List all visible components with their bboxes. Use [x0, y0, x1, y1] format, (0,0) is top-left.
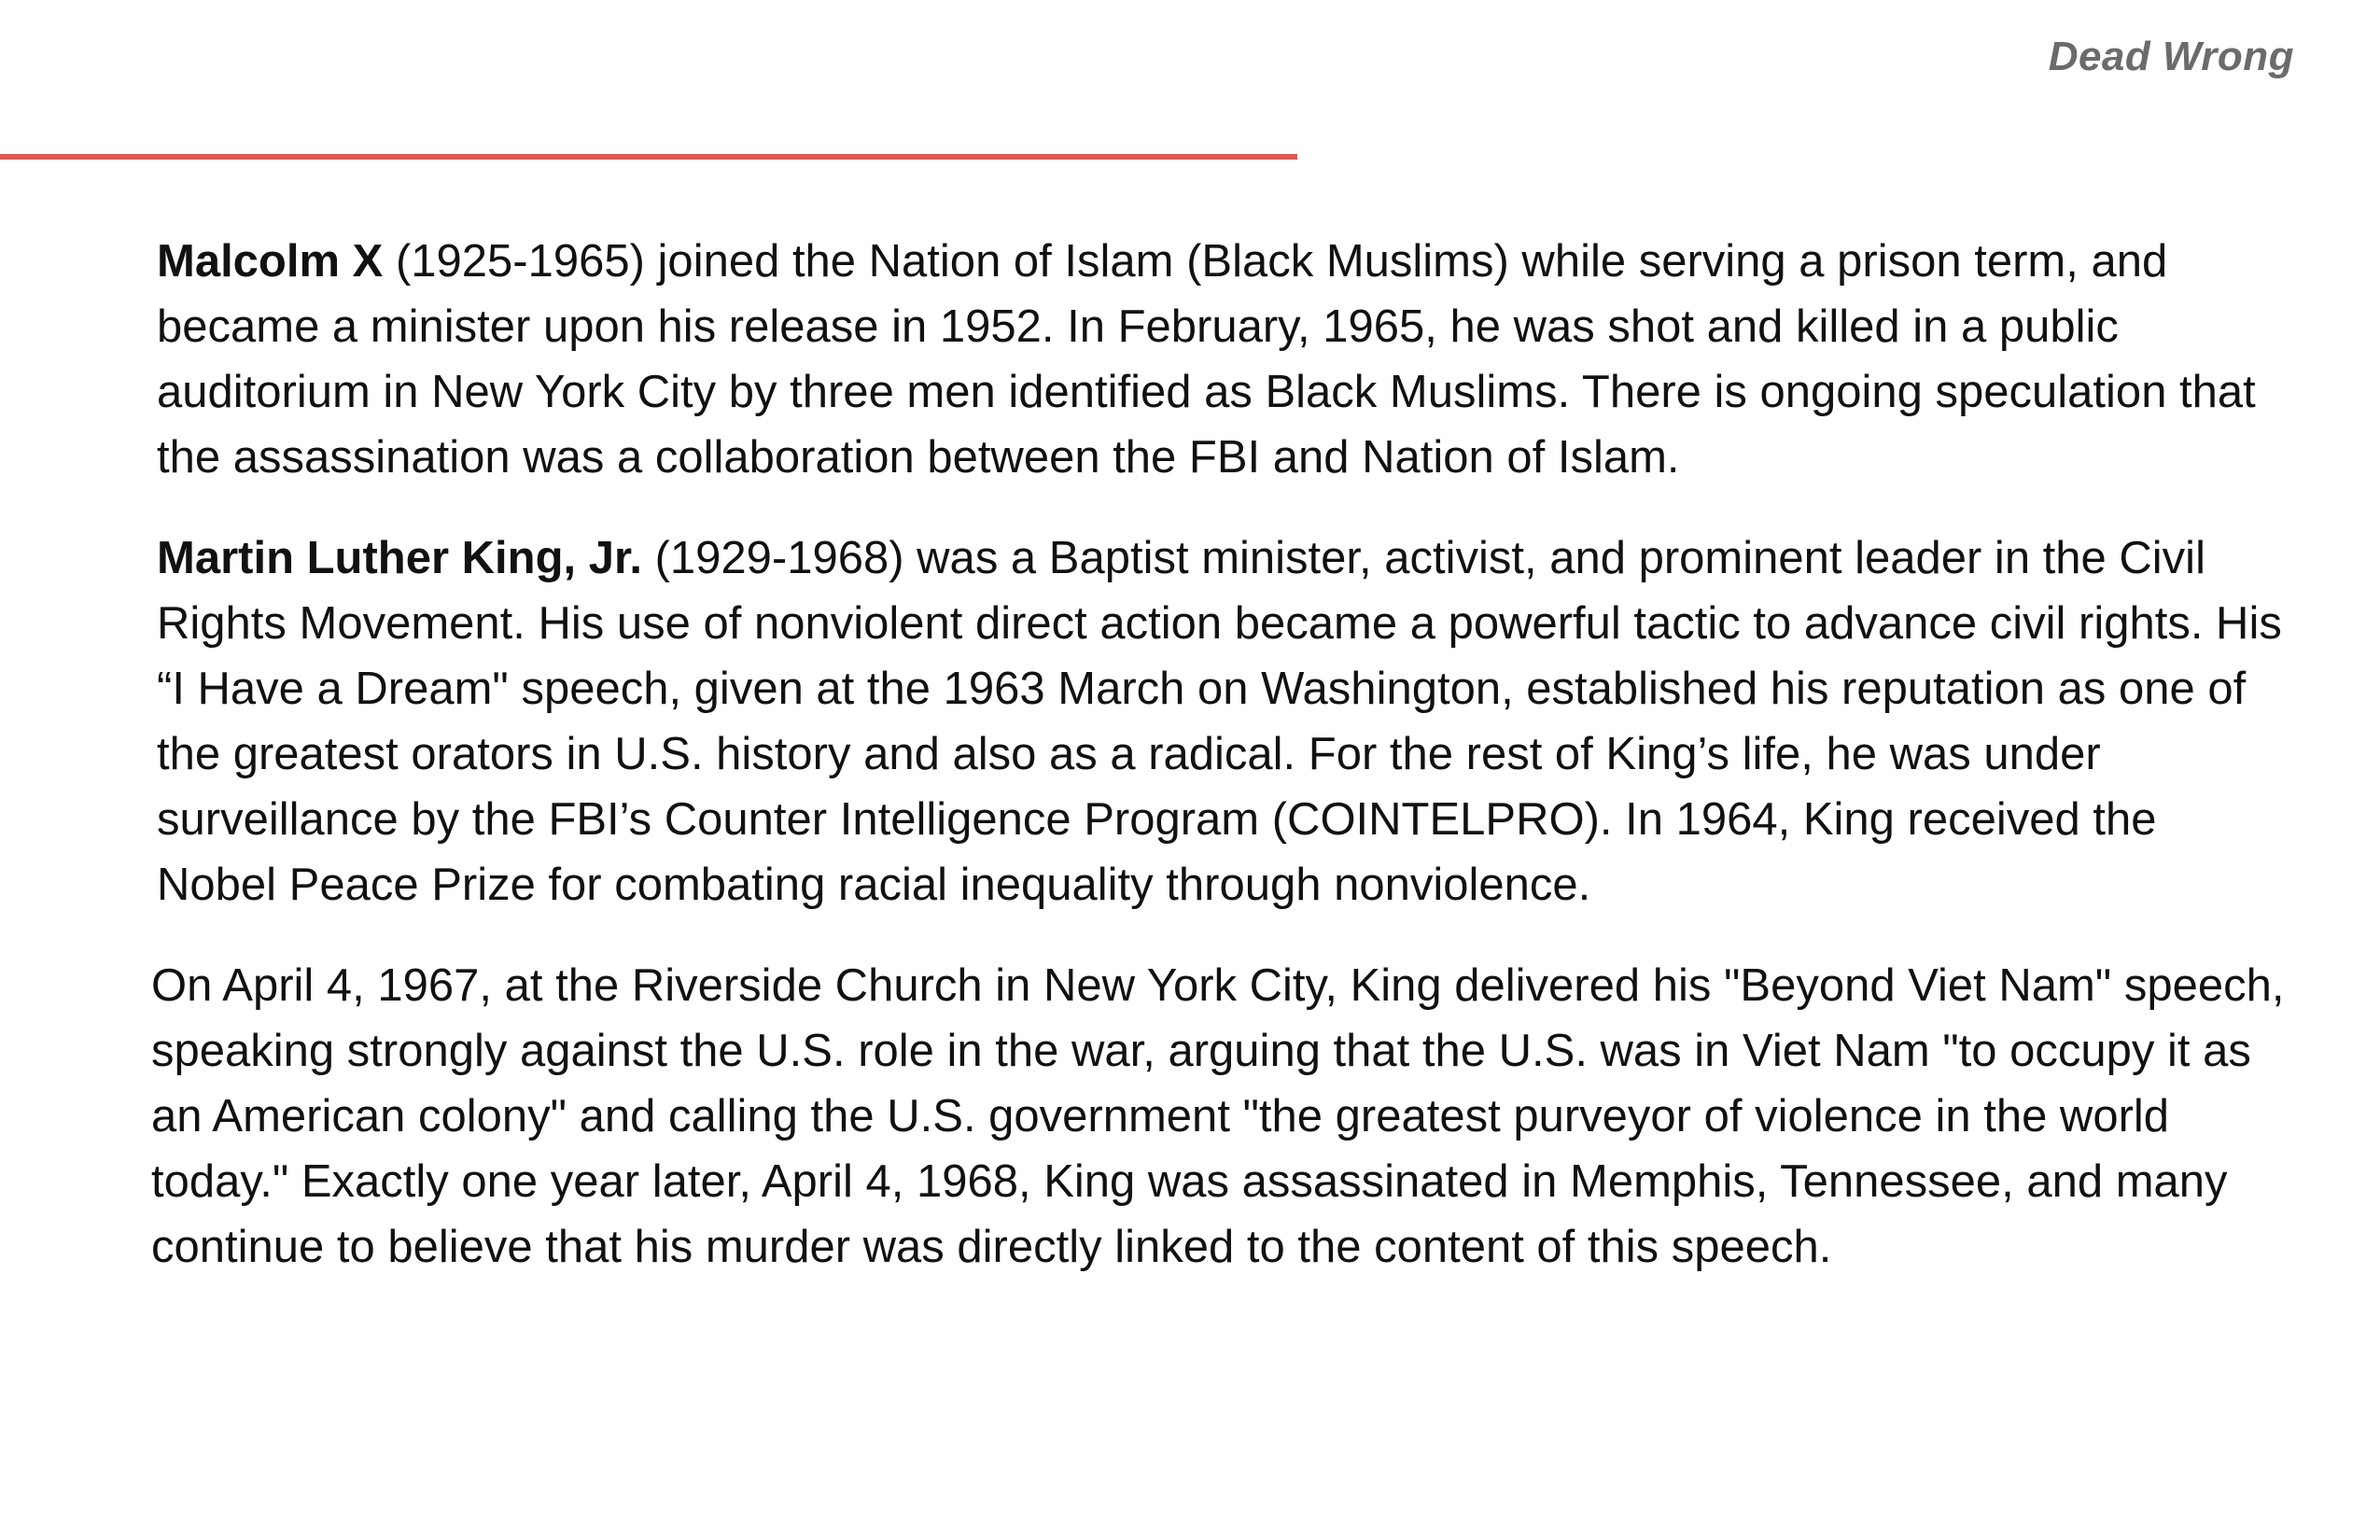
paragraph-malcolm-x [157, 229, 2285, 490]
paragraph-beyond-viet-nam [151, 953, 2285, 1280]
document-header-title: Dead Wrong [2048, 34, 2294, 79]
paragraph-mlk [157, 525, 2285, 917]
paragraph-text: On April 4, 1967, at the Riverside Church in New York City, King delivered his "Beyond Viet Nam" speech, speaking strongly against the U.S. role in the war, arguing that the U.S. was in Viet Nam "to occupy it as an American colony" and calling the U.S. government "the greatest purveyor of violence in the world today." Exactly one year later, April 4, 1968, King was assassinated in Memphis, Tennessee, and many continue to believe that his murder was directly linked to the content of this speech. [151, 960, 2285, 1272]
person-name: Martin Luther King, Jr. [157, 533, 642, 583]
paragraph-text: (1925-1965) joined the Nation of Islam (Black Muslims) while serving a prison term, and became a minister upon his release in 1952. In February, 1965, he was shot and killed in a public auditorium in New York City by three men identified as Black Muslims. There is ongoing speculation that the assassination was a collaboration between the FBI and Nation of Islam. [157, 236, 2256, 483]
person-name: Malcolm X [157, 236, 384, 287]
paragraph-text: (1929-1968) was a Baptist minister, activist, and prominent leader in the Civil Rights Movement. His use of nonviolent direct action became a powerful tactic to advance civil rights. His “I Have a Dream" speech, given at the 1963 March on Washington, established his reputation as one of the greatest orators in U.S. history and also as a radical. For the rest of King’s life, he was under surveillance by the FBI’s Counter Intelligence Program (COINTELPRO). In 1964, King received the Nobel Peace Prize for combating racial inequality through nonviolence. [157, 533, 2282, 910]
document-body [151, 229, 2285, 1280]
accent-divider [0, 154, 1297, 160]
